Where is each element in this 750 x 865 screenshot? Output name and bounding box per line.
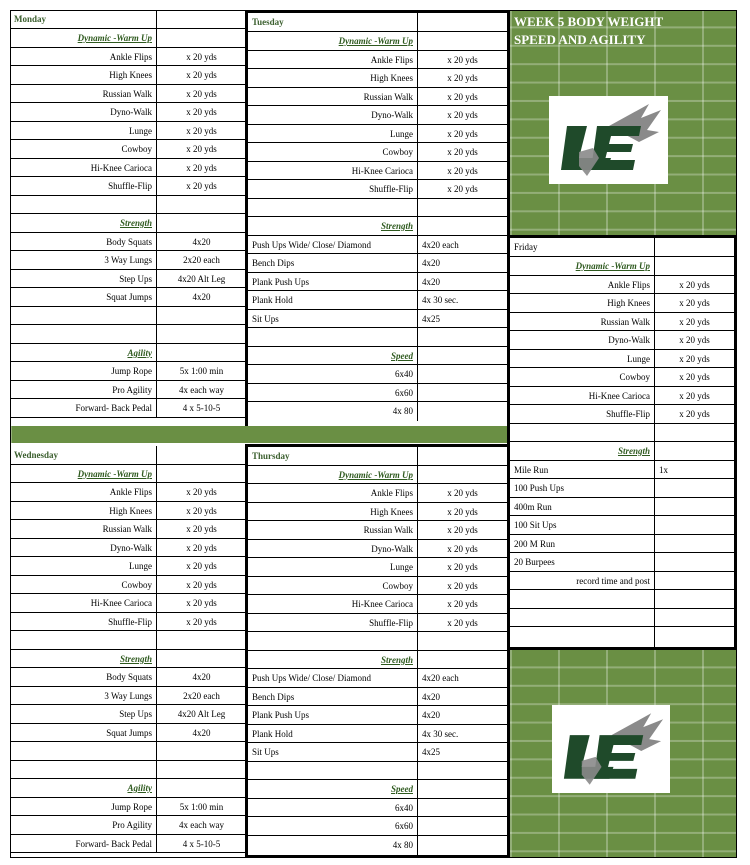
section-header: Strength bbox=[10, 214, 157, 232]
section-header: Dynamic -Warm Up bbox=[10, 29, 157, 47]
day-label: Friday bbox=[510, 238, 655, 256]
exercise-name: Russian Walk bbox=[510, 313, 655, 331]
exercise-value: 4x20 each bbox=[422, 673, 459, 683]
exercise-value: x 20 yds bbox=[447, 580, 478, 591]
table-row bbox=[248, 503, 507, 522]
exercise-value: x 20 yds bbox=[447, 110, 478, 120]
exercise-name: Russian Walk bbox=[248, 521, 418, 539]
blank-cell bbox=[10, 631, 157, 649]
exercise-name: Cowboy bbox=[10, 576, 157, 594]
blank-cell bbox=[248, 762, 418, 780]
exercise-name: Hi-Knee Carioca bbox=[248, 162, 418, 180]
blank-cell bbox=[248, 328, 418, 346]
eagle-logo-icon bbox=[549, 96, 668, 184]
table-row bbox=[248, 143, 507, 162]
exercise-value: x 20 yds bbox=[679, 298, 710, 308]
exercise-name: Cowboy bbox=[510, 368, 655, 386]
exercise-name: Cowboy bbox=[10, 140, 157, 158]
exercise-name: Hi-Knee Carioca bbox=[248, 595, 418, 613]
table-row bbox=[248, 254, 507, 273]
table-row bbox=[10, 594, 246, 613]
warmup-header-row bbox=[10, 29, 246, 48]
strength-header-row bbox=[10, 650, 246, 669]
table-row bbox=[248, 614, 507, 633]
exercise-value: x 20 yds bbox=[186, 125, 217, 136]
table-row bbox=[248, 402, 507, 421]
exercise-name: Shuffle-Flip bbox=[248, 180, 418, 198]
friday-header-row bbox=[510, 238, 734, 257]
exercise-value: x 20 yds bbox=[679, 316, 710, 327]
thursday-header-row bbox=[248, 447, 507, 466]
table-row bbox=[10, 798, 246, 817]
table-row bbox=[10, 576, 246, 595]
table-row bbox=[10, 66, 246, 85]
exercise-value: x 20 yds bbox=[447, 617, 478, 628]
warmup-header-row bbox=[248, 466, 507, 485]
exercise-value: x 20 yds bbox=[447, 147, 478, 157]
exercise-name: High Knees bbox=[248, 69, 418, 87]
exercise-value: x 20 yds bbox=[447, 506, 478, 517]
exercise-value: 4 x 5-10-5 bbox=[182, 838, 221, 849]
section-header: Strength bbox=[248, 651, 418, 669]
exercise-value: 4x20 bbox=[422, 276, 440, 287]
exercise-name: Ankle Flips bbox=[510, 276, 655, 294]
blank-row bbox=[510, 627, 734, 647]
table-row bbox=[510, 276, 734, 295]
section-header: Agility bbox=[10, 344, 157, 362]
table-row bbox=[248, 669, 507, 688]
table-row bbox=[10, 539, 246, 558]
exercise-name: Dyno-Walk bbox=[510, 331, 655, 349]
title-line-1: WEEK 5 BODY WEIGHT bbox=[514, 14, 664, 29]
speed-value: 6x60 bbox=[248, 817, 418, 835]
exercise-name: Shuffle-Flip bbox=[510, 405, 655, 423]
exercise-name: Plank Push Ups bbox=[248, 273, 418, 291]
exercise-name: Forward- Back Pedal bbox=[10, 399, 157, 417]
exercise-value: x 20 yds bbox=[186, 505, 217, 516]
exercise-name: 100 Push Ups bbox=[510, 479, 655, 497]
table-row bbox=[10, 362, 246, 381]
exercise-value: 4 x 5-10-5 bbox=[182, 403, 221, 413]
exercise-name: Russian Walk bbox=[248, 88, 418, 106]
blank-cell bbox=[10, 307, 157, 325]
blank-cell bbox=[248, 632, 418, 650]
table-row bbox=[248, 310, 507, 329]
table-row bbox=[10, 103, 246, 122]
blank-row bbox=[10, 325, 246, 344]
speed-header-row bbox=[248, 347, 507, 366]
school-logo-bottom bbox=[552, 705, 670, 793]
exercise-value: 4x20 bbox=[192, 672, 211, 682]
exercise-name: Ankle Flips bbox=[248, 51, 418, 69]
exercise-value: x 20 yds bbox=[447, 562, 478, 572]
table-row bbox=[248, 236, 507, 255]
exercise-name: Squat Jumps bbox=[10, 724, 157, 742]
exercise-name: Shuffle-Flip bbox=[248, 614, 418, 632]
section-header: Strength bbox=[248, 217, 418, 235]
table-row bbox=[248, 817, 507, 836]
table-row bbox=[10, 668, 246, 687]
blank-row bbox=[248, 328, 507, 347]
table-row bbox=[248, 162, 507, 181]
exercise-value: 4x20 bbox=[192, 236, 211, 247]
exercise-name: Squat Jumps bbox=[10, 288, 157, 306]
table-row bbox=[10, 816, 246, 835]
table-row bbox=[10, 122, 246, 141]
table-row bbox=[248, 540, 507, 559]
exercise-name: Lunge bbox=[248, 125, 418, 143]
section-header: Speed bbox=[248, 347, 418, 365]
exercise-name: Shuffle-Flip bbox=[10, 177, 157, 195]
blank-cell bbox=[510, 590, 655, 608]
exercise-name: Ankle Flips bbox=[10, 48, 157, 66]
table-row bbox=[10, 399, 246, 418]
exercise-name: Shuffle-Flip bbox=[10, 613, 157, 631]
exercise-name: Cowboy bbox=[248, 577, 418, 595]
exercise-name: Ankle Flips bbox=[10, 483, 157, 501]
exercise-name: High Knees bbox=[510, 294, 655, 312]
speed-value: 6x60 bbox=[248, 384, 418, 402]
exercise-name: Cowboy bbox=[248, 143, 418, 161]
exercise-value: 4x 30 sec. bbox=[422, 728, 459, 739]
exercise-name: High Knees bbox=[10, 502, 157, 520]
tuesday-block bbox=[245, 10, 510, 429]
exercise-name: Hi-Knee Carioca bbox=[510, 387, 655, 405]
exercise-value: x 20 yds bbox=[186, 70, 217, 80]
exercise-name: 100 Sit Ups bbox=[510, 516, 655, 534]
exercise-value: x 20 yds bbox=[679, 409, 710, 419]
exercise-value: 4x20 each bbox=[422, 239, 459, 250]
exercise-value: x 20 yds bbox=[447, 599, 478, 609]
blank-cell bbox=[10, 325, 157, 343]
exercise-value: 2x20 each bbox=[183, 690, 220, 701]
exercise-name: High Knees bbox=[10, 66, 157, 84]
exercise-name: Lunge bbox=[510, 350, 655, 368]
table-row bbox=[510, 553, 734, 572]
exercise-name: Step Ups bbox=[10, 270, 157, 288]
table-row bbox=[248, 88, 507, 107]
warmup-header-row bbox=[510, 257, 734, 276]
exercise-name: Push Ups Wide/ Close/ Diamond bbox=[248, 236, 418, 254]
exercise-value: x 20 yds bbox=[679, 390, 710, 401]
exercise-value: x 20 yds bbox=[186, 107, 217, 117]
speed-value: 4x 80 bbox=[248, 402, 418, 421]
table-row bbox=[510, 294, 734, 313]
section-header: Strength bbox=[510, 442, 655, 460]
table-row bbox=[248, 521, 507, 540]
exercise-name: Plank Push Ups bbox=[248, 706, 418, 724]
wednesday-header-row bbox=[10, 446, 246, 465]
table-row bbox=[10, 613, 246, 632]
exercise-name: Step Ups bbox=[10, 705, 157, 723]
table-row bbox=[10, 251, 246, 270]
exercise-value: x 20 yds bbox=[186, 144, 217, 154]
exercise-value: x 20 yds bbox=[447, 165, 478, 176]
table-row bbox=[248, 743, 507, 762]
table-row bbox=[510, 331, 734, 350]
exercise-name: Dyno-Walk bbox=[248, 540, 418, 558]
exercise-name: Plank Hold bbox=[248, 725, 418, 743]
exercise-value: x 20 yds bbox=[186, 616, 217, 627]
table-row bbox=[10, 724, 246, 743]
wednesday-block bbox=[10, 446, 246, 858]
exercise-value: x 20 yds bbox=[186, 524, 217, 534]
table-row bbox=[510, 535, 734, 554]
table-row bbox=[10, 835, 246, 854]
table-row bbox=[248, 799, 507, 818]
table-row bbox=[248, 365, 507, 384]
exercise-value: 4x20 Alt Leg bbox=[177, 273, 226, 284]
table-row bbox=[248, 595, 507, 614]
note-text: record time and post bbox=[510, 572, 655, 590]
table-row bbox=[10, 288, 246, 307]
exercise-value: x 20 yds bbox=[186, 487, 217, 497]
warmup-header-row bbox=[248, 32, 507, 51]
table-row bbox=[248, 51, 507, 70]
table-row bbox=[248, 180, 507, 199]
exercise-name: 200 M Run bbox=[510, 535, 655, 553]
eagle-logo-icon bbox=[552, 705, 670, 793]
table-row bbox=[510, 479, 734, 498]
exercise-value: 4x20 bbox=[422, 710, 440, 720]
exercise-name: Dyno-Walk bbox=[248, 106, 418, 124]
day-label: Wednesday bbox=[10, 446, 157, 464]
day-label: Tuesday bbox=[248, 13, 418, 31]
table-row bbox=[248, 725, 507, 744]
exercise-name: 3 Way Lungs bbox=[10, 687, 157, 705]
exercise-name: Mile Run bbox=[510, 461, 655, 479]
table-row bbox=[248, 273, 507, 292]
exercise-name: Russian Walk bbox=[10, 85, 157, 103]
exercise-name: Ankle Flips bbox=[248, 484, 418, 502]
warmup-header-row bbox=[10, 465, 246, 484]
exercise-name: Jump Rope bbox=[10, 362, 157, 380]
table-row bbox=[510, 387, 734, 406]
exercise-value: x 20 yds bbox=[679, 372, 710, 382]
exercise-value: 4x each way bbox=[179, 820, 224, 830]
table-row bbox=[248, 125, 507, 144]
table-row bbox=[10, 159, 246, 178]
section-header: Dynamic -Warm Up bbox=[248, 32, 418, 50]
table-row bbox=[248, 69, 507, 88]
table-row bbox=[10, 85, 246, 104]
table-row bbox=[248, 291, 507, 310]
exercise-value: 4x25 bbox=[422, 747, 440, 757]
blank-cell bbox=[10, 742, 157, 760]
table-row bbox=[10, 557, 246, 576]
exercise-value: 1x bbox=[659, 464, 668, 475]
exercise-value: x 20 yds bbox=[447, 73, 478, 83]
section-header: Agility bbox=[10, 779, 157, 797]
strength-header-row bbox=[248, 217, 507, 236]
day-label: Thursday bbox=[248, 447, 418, 465]
agility-header-row bbox=[10, 344, 246, 363]
exercise-name: Pro Agility bbox=[10, 381, 157, 399]
exercise-name: High Knees bbox=[248, 503, 418, 521]
exercise-value: 4x20 bbox=[192, 292, 211, 302]
section-header: Dynamic -Warm Up bbox=[248, 466, 418, 484]
exercise-value: x 20 yds bbox=[186, 598, 217, 608]
speed-header-row bbox=[248, 780, 507, 799]
exercise-name: Hi-Knee Carioca bbox=[10, 594, 157, 612]
table-row bbox=[248, 106, 507, 125]
tuesday-header-row bbox=[248, 13, 507, 32]
section-header: Speed bbox=[248, 780, 418, 798]
note-row bbox=[510, 572, 734, 591]
exercise-name: Sit Ups bbox=[248, 310, 418, 328]
table-row bbox=[10, 381, 246, 400]
exercise-value: x 20 yds bbox=[186, 561, 217, 571]
blank-cell bbox=[510, 627, 655, 647]
table-row bbox=[248, 484, 507, 503]
blank-row bbox=[10, 742, 246, 761]
exercise-value: x 20 yds bbox=[447, 525, 478, 535]
blank-row bbox=[248, 199, 507, 218]
table-row bbox=[10, 177, 246, 196]
monday-block bbox=[10, 10, 246, 426]
exercise-value: 4x20 bbox=[422, 691, 440, 702]
title-line-2: SPEED AND AGILITY bbox=[514, 32, 646, 47]
exercise-value: 4x each way bbox=[179, 384, 224, 395]
thursday-block bbox=[245, 444, 510, 858]
blank-row bbox=[510, 609, 734, 628]
exercise-value: x 20 yds bbox=[186, 542, 217, 553]
table-row bbox=[248, 706, 507, 725]
exercise-value: x 20 yds bbox=[186, 579, 217, 590]
table-row bbox=[510, 368, 734, 387]
exercise-value: 4x20 bbox=[192, 727, 211, 738]
agility-header-row bbox=[10, 779, 246, 798]
exercise-value: x 20 yds bbox=[447, 184, 478, 194]
exercise-name: Bench Dips bbox=[248, 254, 418, 272]
exercise-value: x 20 yds bbox=[186, 51, 217, 62]
blank-cell bbox=[10, 761, 157, 779]
field-background-bottom bbox=[510, 650, 736, 858]
exercise-value: 5x 1:00 min bbox=[179, 801, 224, 812]
table-row bbox=[510, 498, 734, 517]
exercise-name: Dyno-Walk bbox=[10, 103, 157, 121]
exercise-name: Sit Ups bbox=[248, 743, 418, 761]
exercise-name: Bench Dips bbox=[248, 688, 418, 706]
friday-block bbox=[507, 235, 737, 650]
blank-cell bbox=[10, 196, 157, 214]
exercise-value: x 20 yds bbox=[186, 162, 217, 173]
exercise-name: 20 Burpees bbox=[510, 553, 655, 571]
exercise-value: x 20 yds bbox=[447, 128, 478, 139]
blank-cell bbox=[248, 199, 418, 217]
blank-row bbox=[248, 632, 507, 651]
table-row bbox=[10, 687, 246, 706]
exercise-value: x 20 yds bbox=[679, 335, 710, 345]
table-row bbox=[10, 483, 246, 502]
section-header: Dynamic -Warm Up bbox=[510, 257, 655, 275]
blank-cell bbox=[510, 609, 655, 627]
field-background-top bbox=[510, 10, 736, 238]
exercise-name: Push Ups Wide/ Close/ Diamond bbox=[248, 669, 418, 687]
exercise-name: Russian Walk bbox=[10, 520, 157, 538]
school-logo-top bbox=[549, 96, 668, 184]
blank-row bbox=[510, 424, 734, 443]
speed-value: 6x40 bbox=[248, 365, 418, 383]
section-header: Strength bbox=[10, 650, 157, 668]
exercise-value: x 20 yds bbox=[447, 488, 478, 498]
exercise-value: x 20 yds bbox=[447, 54, 478, 65]
exercise-name: Lunge bbox=[248, 558, 418, 576]
exercise-value: 4x25 bbox=[422, 313, 440, 324]
table-row bbox=[248, 384, 507, 403]
strength-header-row bbox=[10, 214, 246, 233]
section-header: Dynamic -Warm Up bbox=[10, 465, 157, 483]
strength-header-row bbox=[510, 442, 734, 461]
table-row bbox=[510, 516, 734, 535]
blank-row bbox=[248, 762, 507, 781]
exercise-name: Pro Agility bbox=[10, 816, 157, 834]
blank-row bbox=[10, 307, 246, 326]
exercise-name: Jump Rope bbox=[10, 798, 157, 816]
exercise-value: 4x20 bbox=[422, 258, 440, 268]
table-row bbox=[510, 405, 734, 424]
exercise-name: Lunge bbox=[10, 122, 157, 140]
field-band bbox=[10, 426, 510, 443]
blank-row bbox=[510, 590, 734, 609]
exercise-name: Forward- Back Pedal bbox=[10, 835, 157, 853]
table-row bbox=[10, 270, 246, 289]
table-row bbox=[510, 350, 734, 369]
exercise-value: x 20 yds bbox=[679, 353, 710, 364]
exercise-value: x 20 yds bbox=[679, 279, 710, 290]
table-row bbox=[248, 577, 507, 596]
blank-row bbox=[10, 196, 246, 215]
blank-cell bbox=[510, 424, 655, 442]
exercise-name: Body Squats bbox=[10, 668, 157, 686]
speed-value: 4x 80 bbox=[248, 836, 418, 855]
monday-header-row bbox=[10, 10, 246, 29]
table-row bbox=[10, 502, 246, 521]
exercise-value: x 20 yds bbox=[447, 91, 478, 102]
table-row bbox=[10, 705, 246, 724]
table-row bbox=[510, 313, 734, 332]
day-label: Monday bbox=[10, 10, 157, 28]
exercise-name: Body Squats bbox=[10, 233, 157, 251]
exercise-name: Dyno-Walk bbox=[10, 539, 157, 557]
table-row bbox=[248, 558, 507, 577]
exercise-value: x 20 yds bbox=[186, 88, 217, 99]
exercise-value: x 20 yds bbox=[186, 181, 217, 191]
table-row bbox=[10, 140, 246, 159]
table-row bbox=[10, 233, 246, 252]
strength-header-row bbox=[248, 651, 507, 670]
exercise-value: x 20 yds bbox=[447, 543, 478, 554]
table-row bbox=[510, 461, 734, 480]
exercise-name: 400m Run bbox=[510, 498, 655, 516]
table-row bbox=[10, 48, 246, 67]
exercise-name: Hi-Knee Carioca bbox=[10, 159, 157, 177]
exercise-name: Lunge bbox=[10, 557, 157, 575]
exercise-name: Plank Hold bbox=[248, 291, 418, 309]
exercise-value: 4x 30 sec. bbox=[422, 295, 459, 305]
exercise-value: 2x20 each bbox=[183, 255, 220, 265]
speed-value: 6x40 bbox=[248, 799, 418, 817]
table-row bbox=[248, 688, 507, 707]
blank-row bbox=[10, 631, 246, 650]
exercise-value: 4x20 Alt Leg bbox=[177, 709, 226, 719]
exercise-name: 3 Way Lungs bbox=[10, 251, 157, 269]
exercise-value: 5x 1:00 min bbox=[179, 366, 224, 376]
table-row bbox=[248, 836, 507, 855]
blank-row bbox=[10, 761, 246, 780]
table-row bbox=[10, 520, 246, 539]
